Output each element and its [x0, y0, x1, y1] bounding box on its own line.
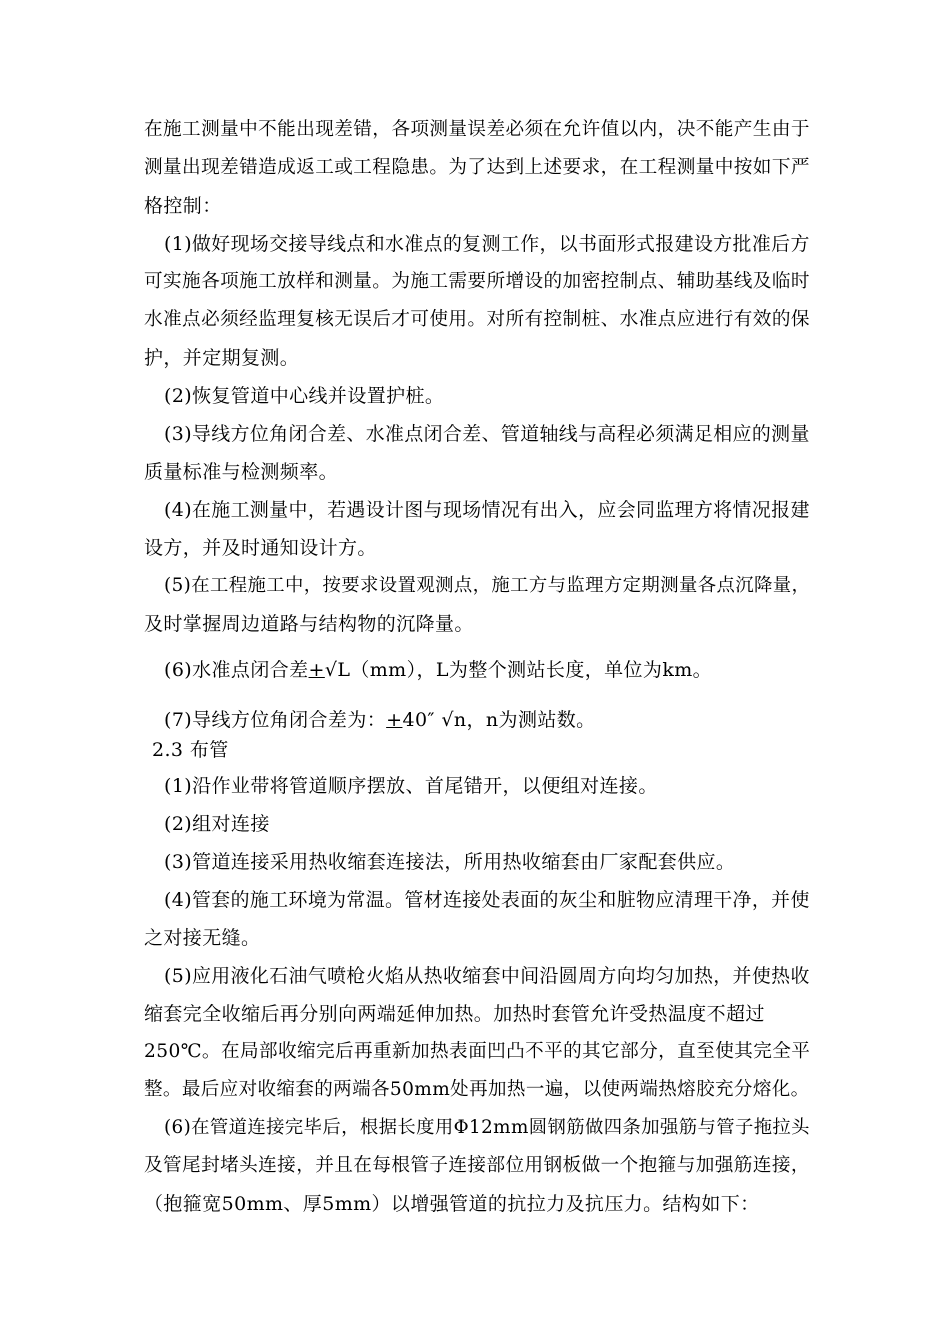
intro-line-3: 格控制：: [144, 195, 222, 217]
item-7-plus-minus: +: [386, 709, 403, 731]
pipe-6-line-2: 及管尾封堵头连接，并且在每根管子连接部位用钢板做一个抱箍与加强筋连接，: [144, 1155, 810, 1176]
item-1-line-4: 护，并定期复测。: [144, 347, 300, 369]
intro-line-2: 测量出现差错造成返工或工程隐患。为了达到上述要求，在工程测量中按如下严: [144, 157, 810, 178]
pipe-6-line-3: （抱箍宽50mm、厚5mm）以增强管道的抗拉力及抗压力。结构如下：: [144, 1193, 760, 1215]
item-6-plus-minus: +: [308, 659, 325, 681]
item-5-line-1: (5)在工程施工中，按要求设置观测点，施工方与监理方定期测量各点沉降量，: [164, 575, 811, 596]
item-1-line-1: (1)做好现场交接导线点和水准点的复测工作，以书面形式报建设方批准后方: [164, 233, 810, 255]
pipe-5-line-4: 整。最后应对收缩套的两端各50mm处再加热一遍，以使两端热熔胶充分熔化。: [144, 1079, 810, 1100]
item-1-line-2: 可实施各项施工放样和测量。为施工需要所增设的加密控制点、辅助基线及临时: [144, 271, 810, 292]
pipe-2-line-1: (2)组对连接: [164, 813, 270, 835]
item-6-prefix: (6)水准点闭合差: [164, 659, 309, 681]
item-3-line-1: (3)导线方位角闭合差、水准点闭合差、管道轴线与高程必须满足相应的测量: [164, 423, 810, 445]
pipe-5-line-3: 250℃。在局部收缩完后再重新加热表面凹凸不平的其它部分，直至使其完全平: [144, 1041, 811, 1062]
section-title: 2.3 布管: [152, 739, 229, 761]
pipe-3-line-1: (3)管道连接采用热收缩套连接法，所用热收缩套由厂家配套供应。: [164, 851, 736, 873]
item-6-suffix: √L（mm），L为整个测站长度，单位为km。: [324, 659, 713, 681]
item-7-line: [164, 708, 596, 732]
pipe-4-line-1: (4)管套的施工环境为常温。管材连接处表面的灰尘和脏物应清理干净，并使: [164, 889, 810, 911]
pipe-5-line-2: 缩套完全收缩后再分别向两端延伸加热。加热时套管允许受热温度不超过: [144, 1003, 765, 1025]
item-7-prefix: (7)导线方位角闭合差为：: [164, 709, 387, 731]
item-3-line-2: 质量标准与检测频率。: [144, 461, 339, 483]
pipe-4-line-2: 之对接无缝。: [144, 927, 261, 949]
item-5-line-2: 及时掌握周边道路与结构物的沉降量。: [144, 613, 474, 635]
intro-line-1: 在施工测量中不能出现差错，各项测量误差必须在允许值以内，决不能产生由于: [144, 119, 810, 140]
item-4-line-1: (4)在施工测量中，若遇设计图与现场情况有出入，应会同监理方将情况报建: [164, 499, 810, 521]
item-7-suffix: 40″ √n，n为测站数。: [402, 709, 596, 731]
item-6-line: [164, 658, 712, 682]
pipe-5-line-1: (5)应用液化石油气喷枪火焰从热收缩套中间沿圆周方向均匀加热，并使热收: [164, 965, 810, 987]
item-2-line-1: (2)恢复管道中心线并设置护桩。: [164, 385, 445, 407]
pipe-1-line-1: (1)沿作业带将管道顺序摆放、首尾错开，以便组对连接。: [164, 775, 658, 797]
item-4-line-2: 设方，并及时通知设计方。: [144, 537, 377, 559]
pipe-6-line-1: (6)在管道连接完毕后，根据长度用Φ12mm圆钢筋做四条加强筋与管子拖拉头: [164, 1117, 810, 1138]
item-1-line-3: 水准点必须经监理复核无误后才可使用。对所有控制桩、水准点应进行有效的保: [144, 309, 810, 330]
